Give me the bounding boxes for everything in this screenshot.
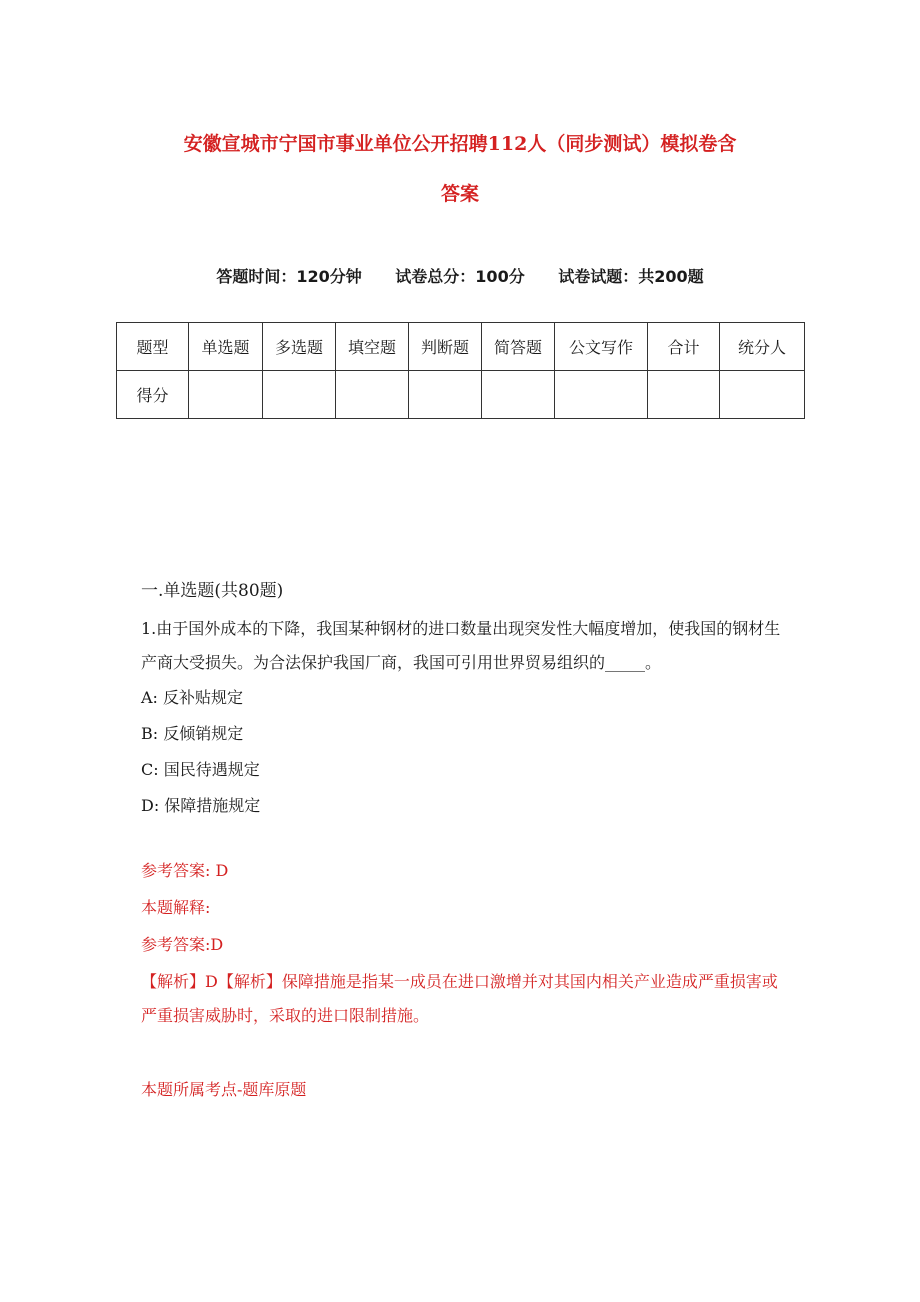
reference-answer: 参考答案: D [141, 861, 229, 880]
header-cell: 公文写作 [555, 323, 648, 371]
score-cell [189, 371, 263, 419]
header-cell: 单选题 [189, 323, 263, 371]
topic-tag: 本题所属考点-题库原题 [141, 1080, 307, 1099]
score-cell [648, 371, 720, 419]
exam-time: 答题时间：120分钟 [216, 267, 362, 286]
option-a: A: 反补贴规定 [141, 688, 244, 707]
score-cell [263, 371, 336, 419]
exam-total-score: 试卷总分：100分 [395, 267, 525, 286]
reference-answer-repeat: 参考答案:D [141, 935, 224, 954]
score-table-header-row [117, 323, 805, 371]
section-title: 一.单选题(共80题) [141, 581, 284, 601]
answer-block [141, 852, 791, 1033]
exam-total-questions: 试卷试题：共200题 [558, 267, 704, 286]
score-table [116, 322, 805, 419]
score-cell [720, 371, 805, 419]
header-cell: 合计 [648, 323, 720, 371]
page-title [0, 119, 920, 219]
question-text: 1.由于国外成本的下降，我国某种钢材的进口数量出现突发性大幅度增加，使我国的钢材生产商大受损失。为合法保护我国厂商，我国可引用世界贸易组织的_____。 [141, 619, 781, 672]
option-c: C: 国民待遇规定 [141, 760, 260, 779]
score-cell [555, 371, 648, 419]
page-title-line2: 答案 [440, 183, 479, 205]
question-content [141, 574, 791, 1107]
option-b: B: 反倾销规定 [141, 724, 244, 743]
header-cell: 多选题 [263, 323, 336, 371]
explanation-label: 本题解释: [141, 898, 211, 917]
header-cell: 统分人 [720, 323, 805, 371]
page-title-line1: 安徽宣城市宁国市事业单位公开招聘112人（同步测试）模拟卷含 [183, 133, 737, 155]
exam-meta [0, 265, 920, 289]
header-cell: 判断题 [409, 323, 482, 371]
header-cell: 题型 [117, 323, 189, 371]
score-cell [482, 371, 555, 419]
score-cell [409, 371, 482, 419]
explanation-text: 【解析】D【解析】保障措施是指某一成员在进口激增并对其国内相关产业造成严重损害或严重损害威胁时，采取的进口限制措施。 [141, 972, 778, 1025]
option-d: D: 保障措施规定 [141, 796, 261, 815]
header-cell: 填空题 [336, 323, 409, 371]
header-cell: 简答题 [482, 323, 555, 371]
score-table-score-row [117, 371, 805, 419]
score-cell [336, 371, 409, 419]
score-row-label: 得分 [117, 371, 189, 419]
